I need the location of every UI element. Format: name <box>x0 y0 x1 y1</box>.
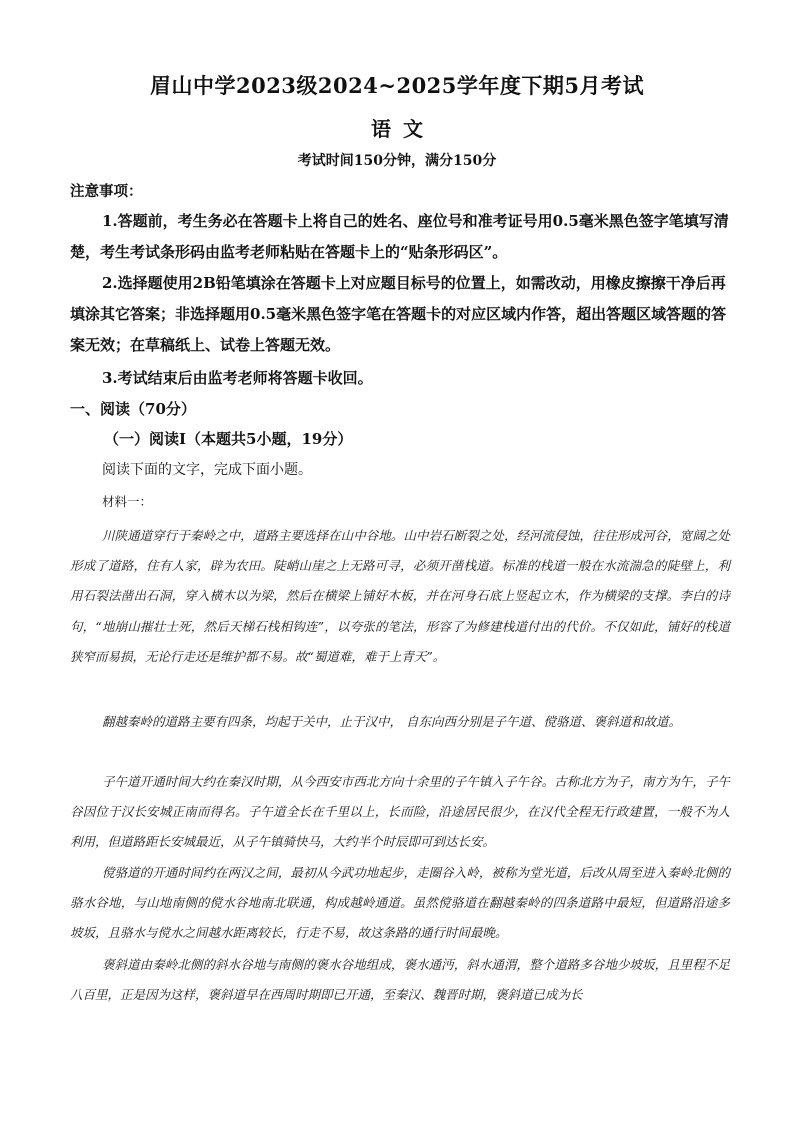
material-paragraph: 川陕通道穿行于秦岭之中，道路主要选择在山中谷地。山中岩石断裂之处，经河流侵蚀，往往形成河谷，宽阔之处形成了道路，住有人家，辟为农田。陡峭山崖之上无路可寻，必须开凿栈道。标准的栈道一般在水流湍急的陡壁上，利用石裂法凿出石洞，穿入横木以为梁，然后在横梁上铺好木板，并在河身石底上竖起立木，作为横梁的支撑。李白的诗句，“地崩山摧壮士死，然后天梯石栈相钩连”，以夸张的笔法，形容了为修建栈道付出的代价。不仅如此，铺好的栈道狭窄而易损，无论行走还是维护都不易。故“蜀道难，难于上青天”。 <box>70 528 730 664</box>
section-heading: 一、阅读（70分） <box>70 400 196 418</box>
material-paragraph: 傥骆道的开通时间约在两汉之间，最初从今武功地起步，走圈谷入岭，被称为堂光道，后改从周至进入秦岭北侧的骆水谷地，与山地南侧的傥水谷地南北联通，构成越岭通道。虽然傥骆道在翻越秦岭的四条道路中最短，但道路沿途多坡坂，且骆水与傥水之间越水距离较长，行走不易，故这条路的通行时间最晚。 <box>70 865 730 941</box>
material-label: 材料一： <box>102 495 153 509</box>
material-paragraph: 褒斜道由秦岭北侧的斜水谷地与南侧的褒水谷地组成，褒水通沔，斜水通渭，整个道路多谷地少坡坂，且里程不足八百里，正是因为这样，褒斜道早在西周时期即已开通，至秦汉、魏晋时期，褒斜道已成为长 <box>70 957 730 1003</box>
notice-item: 2.选择题使用2B铅笔填涂在答题卡上对应题目标号的位置上，如需改动，用橡皮擦擦干净后再填涂其它答案；非选择题用0.5毫米黑色签字笔在答题卡的对应区域内作答，超出答题区域答题的答案无效；在草稿纸上、试卷上答题无效。 <box>70 274 727 354</box>
reading-instruction: 阅读下面的文字，完成下面小题。 <box>102 461 312 477</box>
subject-title: 语文 <box>371 117 435 141</box>
exam-title: 眉山中学2023级2024~2025学年度下期5月考试 <box>149 73 645 98</box>
notice-heading: 注意事项： <box>70 183 143 200</box>
material-paragraph: 子午道开通时间大约在秦汉时期，从今西安市西北方向十余里的子午镇入子午谷。古称北方为子，南方为午，子午谷因位于汉长安城正南而得名。子午道全长在千里以上，长而险，沿途居民很少，在汉代全程无行政建置，一般不为人利用，但道路距长安城最近，从子午镇骑快马，大约半个时辰即可到达长安。 <box>70 774 730 850</box>
exam-info: 考试时间150分钟，满分150分 <box>297 153 497 169</box>
notice-item: 1.答题前，考生务必在答题卡上将自己的姓名、座位号和准考证号用0.5毫米黑色签字笔填写清楚，考生考试条形码由监考老师粘贴在答题卡上的“贴条形码区”。 <box>70 212 729 261</box>
subsection-heading: （一）阅读Ⅰ（本题共5小题，19分） <box>104 430 353 448</box>
material-paragraph: 翻越秦岭的道路主要有四条，均起于关中，止于汉中， 自东向西分别是子午道、傥骆道、褒斜道和故道。 <box>102 714 681 729</box>
notice-item: 3.考试结束后由监考老师将答题卡收回。 <box>102 369 373 387</box>
